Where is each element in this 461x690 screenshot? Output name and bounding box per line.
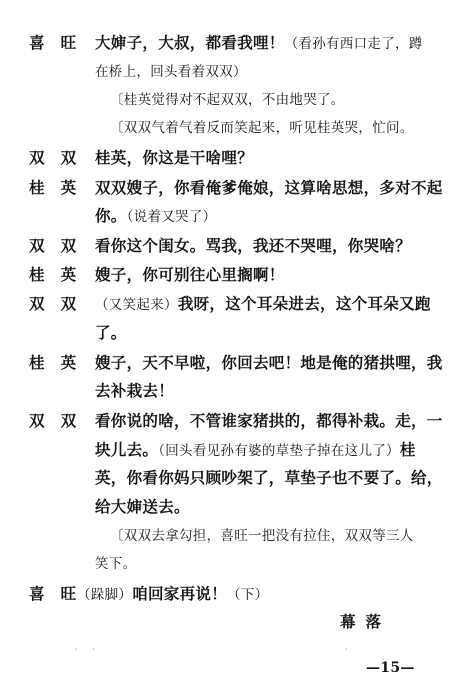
line-20-speaker xyxy=(29,584,76,604)
line-19 xyxy=(95,554,136,574)
speaker-name: 桂 英 xyxy=(29,353,77,372)
scan-speck: · · xyxy=(75,645,101,654)
dialog-text: 英，你看你妈只顾吵架了，草垫子也不要了。给， xyxy=(95,468,443,487)
dialog-text: 咱回家再说！ xyxy=(132,584,228,603)
stage-direction: （跺脚） xyxy=(77,587,133,603)
dialog-text: 看你这个闺女。骂我，我还不哭哩，你哭啥？ xyxy=(95,236,412,255)
dialog-text: 你。 xyxy=(95,206,127,225)
line-15-text xyxy=(95,440,416,461)
dialog-text: 桂英，你这是干啥哩？ xyxy=(95,148,254,167)
stage-direction: （下） xyxy=(227,587,269,603)
line-5-text xyxy=(95,148,253,168)
stage-direction: （说着又哭了） xyxy=(126,209,217,225)
line-16-text xyxy=(95,468,443,488)
dialog-text: 块儿去。 xyxy=(95,440,159,459)
line-9-text xyxy=(95,265,285,285)
line-12-text xyxy=(95,353,443,373)
stage-direction: （又笑起来） xyxy=(95,297,178,313)
stage-direction: （回头看见孙有婆的草垫子掉在这儿了） xyxy=(158,443,400,459)
speaker-name: 桂 英 xyxy=(29,265,77,284)
dialog-text: 大婶子，大叔，都看我哩！ xyxy=(95,33,285,52)
line-9-speaker xyxy=(29,265,76,285)
stage-direction: 〔双双气着气着反而笑起来，听见桂英哭，忙问。 xyxy=(110,120,414,136)
dialog-text: 嫂子，天不早啦，你回去吧！地是俺的猪拱哩，我 xyxy=(95,353,443,372)
dialog-text: 我呀，这个耳朵进去，这个耳朵又跑 xyxy=(177,294,431,313)
line-6-speaker xyxy=(29,178,76,198)
line-8-speaker xyxy=(29,236,76,256)
stage-direction: 〔双双去拿勾担，喜旺一把没有拉住，双双等三人 xyxy=(110,528,414,544)
line-11-text xyxy=(95,323,127,343)
line-12-speaker xyxy=(29,353,76,373)
speaker-name: 双 双 xyxy=(29,148,77,167)
line-4 xyxy=(110,118,414,138)
dialog-text: 了。 xyxy=(95,323,127,342)
speaker-name: 双 双 xyxy=(29,411,77,430)
stage-direction: 〔桂英觉得对不起双双，不由地哭了。 xyxy=(110,92,345,108)
scan-speck: · xyxy=(345,645,354,654)
line-3 xyxy=(110,90,345,110)
line-14-text xyxy=(95,411,443,431)
line-18 xyxy=(110,526,414,546)
line-1-text xyxy=(95,33,423,54)
dialog-text: 桂 xyxy=(399,440,416,459)
speaker-name: 喜 旺 xyxy=(29,584,77,603)
stage-direction: 笑下。 xyxy=(95,556,137,572)
dialog-text: 去补栽去！ xyxy=(95,381,175,400)
line-7-text xyxy=(95,206,216,227)
stage-direction: （看孙有西口走了，蹲 xyxy=(284,36,423,52)
line-17-text xyxy=(95,497,190,517)
dialog-text: 双双嫂子，你看俺爹俺娘，这算啥思想，多对不起 xyxy=(95,178,443,197)
line-6-text xyxy=(95,178,443,198)
curtain-falls: 幕落 xyxy=(340,612,392,631)
line-10-speaker xyxy=(29,294,76,314)
dialog-text: 嫂子，你可别往心里搁啊！ xyxy=(95,265,285,284)
line-20-text xyxy=(77,584,268,605)
speaker-name: 双 双 xyxy=(29,294,77,313)
stage-direction: 在桥上，回头看着双双） xyxy=(95,64,247,80)
line-2 xyxy=(95,62,247,82)
dialog-text: 看你说的啥，不管谁家猪拱的，都得补栽。走，一 xyxy=(95,411,443,430)
dialog-text: 给大婶送去。 xyxy=(95,497,190,516)
line-5-speaker xyxy=(29,148,76,168)
speaker-name: 桂 英 xyxy=(29,178,77,197)
speaker-name: 双 双 xyxy=(29,236,77,255)
line-8-text xyxy=(95,236,411,256)
line-13-text xyxy=(95,381,174,401)
speaker-name: 喜 旺 xyxy=(29,33,77,52)
line-14-speaker xyxy=(29,411,76,431)
line-10-text xyxy=(95,294,431,315)
page-number: —15— xyxy=(366,660,415,676)
line-1 xyxy=(29,33,76,53)
